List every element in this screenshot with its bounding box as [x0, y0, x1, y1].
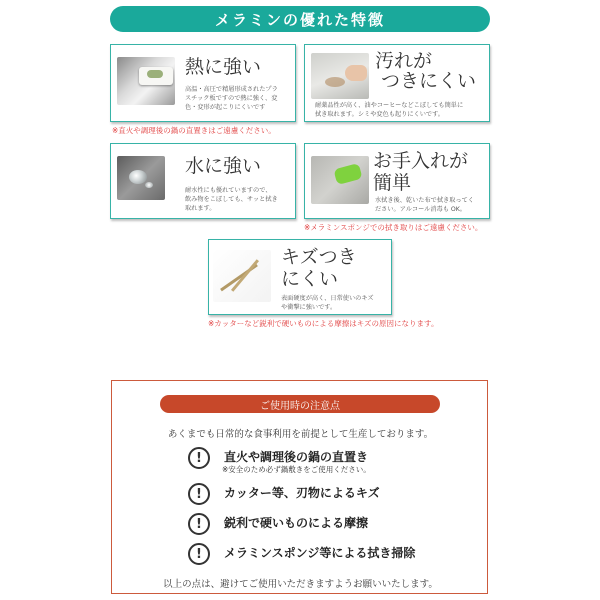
feature-card-water — [110, 143, 296, 219]
feature-note-heat: ※直火や調理後の鍋の直置きはご遠慮ください。 — [112, 126, 276, 135]
feature-card-heat — [110, 44, 296, 122]
caution-outro: 以上の点は、避けてご使用いただきますようお願いいたします。 — [163, 579, 438, 590]
feature-title: お手入れが 簡単 — [373, 150, 469, 194]
caution-intro: あくまでも日常的な食事利用を前提として生産しております。 — [167, 429, 434, 440]
feature-description: 高温・高圧で精層形成されたプラ スチック板ですので熱に強く、変 色・変形が起こりにくいです — [185, 86, 278, 111]
feature-description: 表面硬度が高く、日常使いのキズ や衝撃に強いです。 — [281, 295, 374, 311]
green-sponge-photo — [311, 156, 369, 204]
caution-header — [160, 395, 440, 413]
hand-wiping-surface-photo — [311, 53, 369, 99]
caution-item-text: 鋭利で硬いものによる摩擦 — [224, 516, 369, 530]
exclamation-icon: ! — [188, 543, 210, 565]
caution-header-title: ご使用時の注意点 — [260, 400, 340, 412]
usage-caution-box — [111, 380, 488, 594]
feature-note-scratch: ※カッターなど鋭利で硬いものによる摩擦はキズの原因になります。 — [208, 319, 439, 328]
caution-item-text: 直火や調理後の鍋の直置き — [224, 450, 369, 464]
features-banner-title: メラミンの優れた特徴 — [214, 10, 385, 29]
caution-item-subnote: ※安全のため必ず鍋敷きをご使用ください。 — [222, 465, 371, 474]
feature-card-stain — [304, 44, 490, 122]
plate-on-stovetop-photo — [117, 57, 175, 105]
water-droplets-photo — [117, 156, 165, 200]
feature-title: 水に強い — [185, 155, 262, 177]
feature-title: 汚れが つきにくい — [375, 50, 477, 92]
feature-card-care — [304, 143, 490, 219]
feature-title: 熱に強い — [185, 56, 262, 78]
caution-item-text: メラミンスポンジ等による拭き掃除 — [224, 546, 416, 560]
chopsticks-photo — [213, 250, 271, 302]
feature-title: キズつき にくい — [281, 246, 357, 290]
caution-item-text: カッター等、刃物によるキズ — [224, 486, 380, 500]
feature-description: 水拭き後、乾いた布で拭き取ってく ださい。アルコール消毒も OK。 — [375, 197, 474, 213]
exclamation-icon: ! — [188, 513, 210, 535]
exclamation-icon: ! — [188, 483, 210, 505]
feature-note-care: ※メラミンスポンジでの拭き取りはご遠慮ください。 — [304, 223, 483, 232]
feature-description: 耐薬品性が高く、油やコーヒーなどこぼしても簡単に 拭き取れます。シミや変色も起りにくいです。 — [315, 102, 464, 118]
features-banner — [110, 6, 490, 32]
exclamation-icon: ! — [188, 447, 210, 469]
feature-card-scratch — [208, 239, 392, 315]
feature-description: 耐水性にも優れていますので、 飲み物をこぼしても、サッと拭き 取れます。 — [185, 187, 278, 212]
